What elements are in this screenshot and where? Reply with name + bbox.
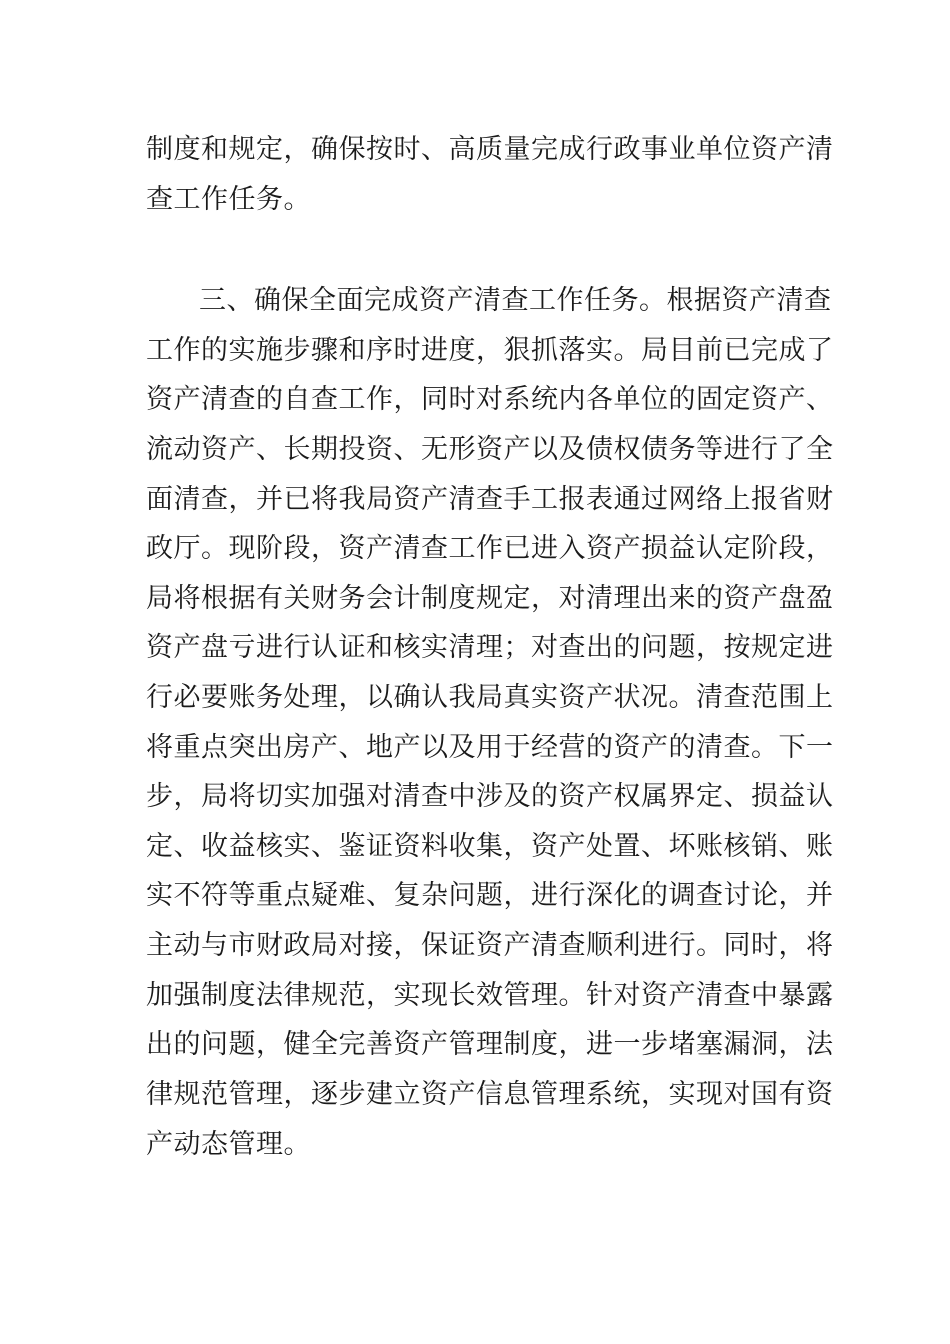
text-line: 定、收益核实、鉴证资料收集，资产处置、坏账核销、账 — [146, 831, 834, 862]
text-line: 流动资产、长期投资、无形资产以及债权债务等进行了全 — [146, 434, 834, 465]
text-line: 加强制度法律规范，实现长效管理。针对资产清查中暴露 — [146, 980, 834, 1011]
text-line: 出的问题，健全完善资产管理制度，进一步堵塞漏洞，法 — [146, 1029, 834, 1060]
text-line: 产动态管理。 — [146, 1129, 311, 1160]
text-line: 三、确保全面完成资产清查工作任务。根据资产清查 — [199, 285, 832, 316]
text-line: 局将根据有关财务会计制度规定，对清理出来的资产盘盈 — [146, 583, 834, 614]
text-line: 主动与市财政局对接，保证资产清查顺利进行。同时，将 — [146, 930, 834, 961]
text-line: 查工作任务。 — [146, 184, 311, 215]
text-line: 政厅。现阶段，资产清查工作已进入资产损益认定阶段， — [146, 533, 834, 564]
text-line: 制度和规定，确保按时、高质量完成行政事业单位资产清 — [146, 134, 834, 165]
text-line: 实不符等重点疑难、复杂问题，进行深化的调查讨论，并 — [146, 880, 834, 911]
text-line: 行必要账务处理，以确认我局真实资产状况。清查范围上 — [146, 682, 834, 713]
text-line: 工作的实施步骤和序时进度，狠抓落实。局目前已完成了 — [146, 335, 834, 366]
text-line: 律规范管理，逐步建立资产信息管理系统，实现对国有资 — [146, 1079, 834, 1110]
text-line: 面清查，并已将我局资产清查手工报表通过网络上报省财 — [146, 484, 834, 515]
text-line: 资产盘亏进行认证和核实清理；对查出的问题，按规定进 — [146, 632, 834, 663]
text-line: 将重点突出房产、地产以及用于经营的资产的清查。下一 — [146, 732, 834, 763]
text-line: 资产清查的自查工作，同时对系统内各单位的固定资产、 — [146, 384, 834, 415]
text-line: 步，局将切实加强对清查中涉及的资产权属界定、损益认 — [146, 781, 834, 812]
